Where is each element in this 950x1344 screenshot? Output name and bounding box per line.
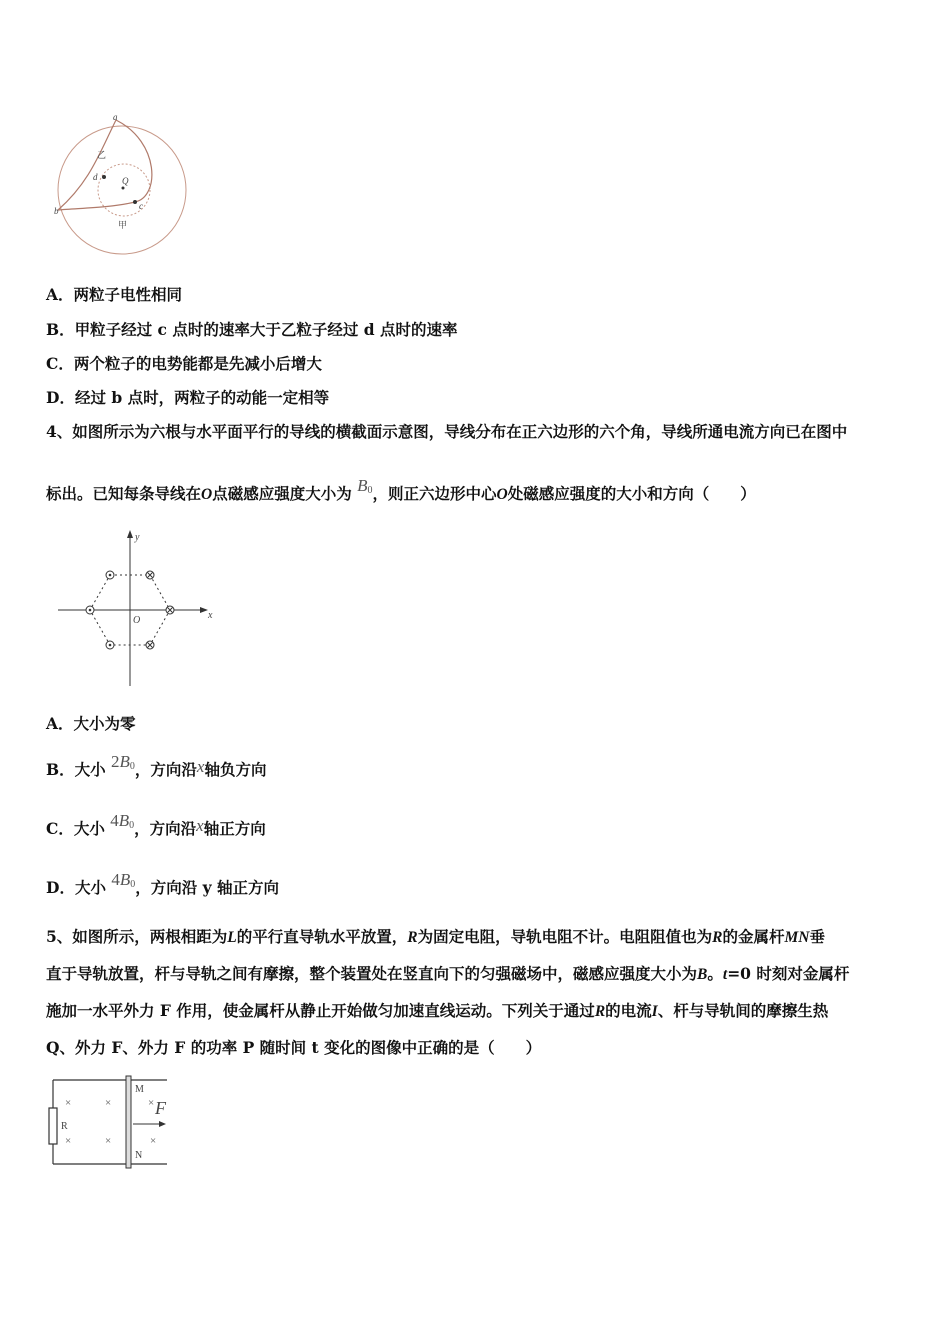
q4-line2-mid: 点磁感应强度大小为 — [212, 484, 352, 503]
q3-option-c: C．两个粒子的电势能都是先减小后增大 — [46, 354, 322, 373]
q4-line2-o: O — [201, 486, 213, 503]
wire-dot-left — [86, 606, 94, 614]
q5-figure — [45, 1076, 180, 1171]
q4-option-a: A．大小为零 — [46, 714, 136, 733]
q3-option-b: B．甲粒子经过 c 点时的速率大于乙粒子经过 d 点时的速率 — [46, 320, 458, 339]
label-b: b — [54, 206, 59, 216]
q4-line2-o2: O — [496, 486, 508, 503]
point-c — [133, 200, 137, 204]
x-axis-arrow — [200, 607, 208, 613]
q5-stem-line1: 5、如图所示，两根相距为L的平行直导轨水平放置，R为固定电阻，导轨电阻不计。电阻阻值也为R的金属杆MN垂 — [46, 927, 825, 946]
q3-option-d: D．经过 b 点时，两粒子的动能一定相等 — [46, 388, 330, 407]
field-cross: × — [105, 1097, 112, 1109]
q5-stem-line2: 直于导轨放置，杆与导轨之间有摩擦，整个装置处在竖直向下的匀强磁场中，磁感应强度大小为B。t=0 时刻对金属杆 — [46, 964, 850, 983]
label-force-f: F — [155, 1098, 166, 1118]
x-axis-label: x — [208, 610, 213, 621]
origin-label: O — [133, 615, 141, 626]
q4-option-c-magnitude: 4B0 — [110, 811, 135, 831]
label-n: N — [135, 1150, 143, 1161]
label-c: c — [139, 201, 143, 211]
label-jia: 甲 — [118, 220, 128, 230]
q4-option-d: D．大小 4B0，方向沿 y 轴正方向 — [46, 870, 280, 897]
b0-symbol: B0 — [357, 476, 373, 496]
wire-cross-top-right — [146, 571, 154, 579]
q5-stem-line4: Q、外力 F、外力 F 的功率 P 随时间 t 变化的图像中正确的是（ ） — [46, 1038, 542, 1057]
wire-dot-bottom-left — [106, 641, 114, 649]
q3-option-a: A．两粒子电性相同 — [46, 285, 183, 304]
q4-stem-line1: 4、如图所示为六根与水平面平行的导线的横截面示意图，导线分布在正六边形的六个角，导线所通电流方向已在图中 — [46, 422, 848, 441]
label-r: R — [61, 1121, 68, 1132]
y-axis-label: y — [135, 532, 140, 543]
resistor-r — [49, 1108, 57, 1144]
label-a: a — [113, 112, 118, 122]
rod-mn — [126, 1076, 131, 1168]
field-cross: × — [65, 1135, 72, 1147]
point-d — [102, 175, 106, 179]
field-cross: × — [148, 1097, 155, 1109]
field-cross: × — [65, 1097, 72, 1109]
field-cross: × — [105, 1135, 112, 1147]
q4-line2-post1: ，则正六边形中心 — [372, 484, 497, 503]
q4-option-b: B．大小 2B0，方向沿x轴负方向 — [46, 752, 267, 779]
q4-figure — [55, 528, 220, 688]
q5-stem-line3: 施加一水平外力 F 作用，使金属杆从静止开始做匀加速直线运动。下列关于通过R的电流I、杆与导轨间的摩擦生热 — [46, 1001, 829, 1020]
label-m: M — [135, 1084, 144, 1095]
wire-cross-bottom-right — [146, 641, 154, 649]
q3-figure — [50, 112, 195, 252]
q4-option-d-magnitude: 4B0 — [111, 870, 136, 890]
q4-option-b-magnitude: 2B0 — [111, 752, 135, 772]
wire-cross-right — [166, 606, 174, 614]
q4-option-c: C．大小 4B0，方向沿x轴正方向 — [46, 811, 266, 838]
field-cross: × — [150, 1135, 157, 1147]
q4-line2-post2: 处磁感应强度的大小和方向（ ） — [507, 484, 756, 503]
point-q — [122, 187, 125, 190]
label-yi: 乙 — [97, 150, 107, 160]
y-axis-arrow — [127, 530, 133, 538]
force-arrowhead — [159, 1121, 166, 1127]
q4-stem-line2 — [46, 476, 756, 507]
path-yi — [58, 120, 116, 210]
label-d: d — [93, 172, 98, 182]
label-q: Q — [122, 176, 129, 186]
wire-dot-top-left — [106, 571, 114, 579]
q4-line2-pre: 标出。已知每条导线在 — [46, 484, 202, 503]
